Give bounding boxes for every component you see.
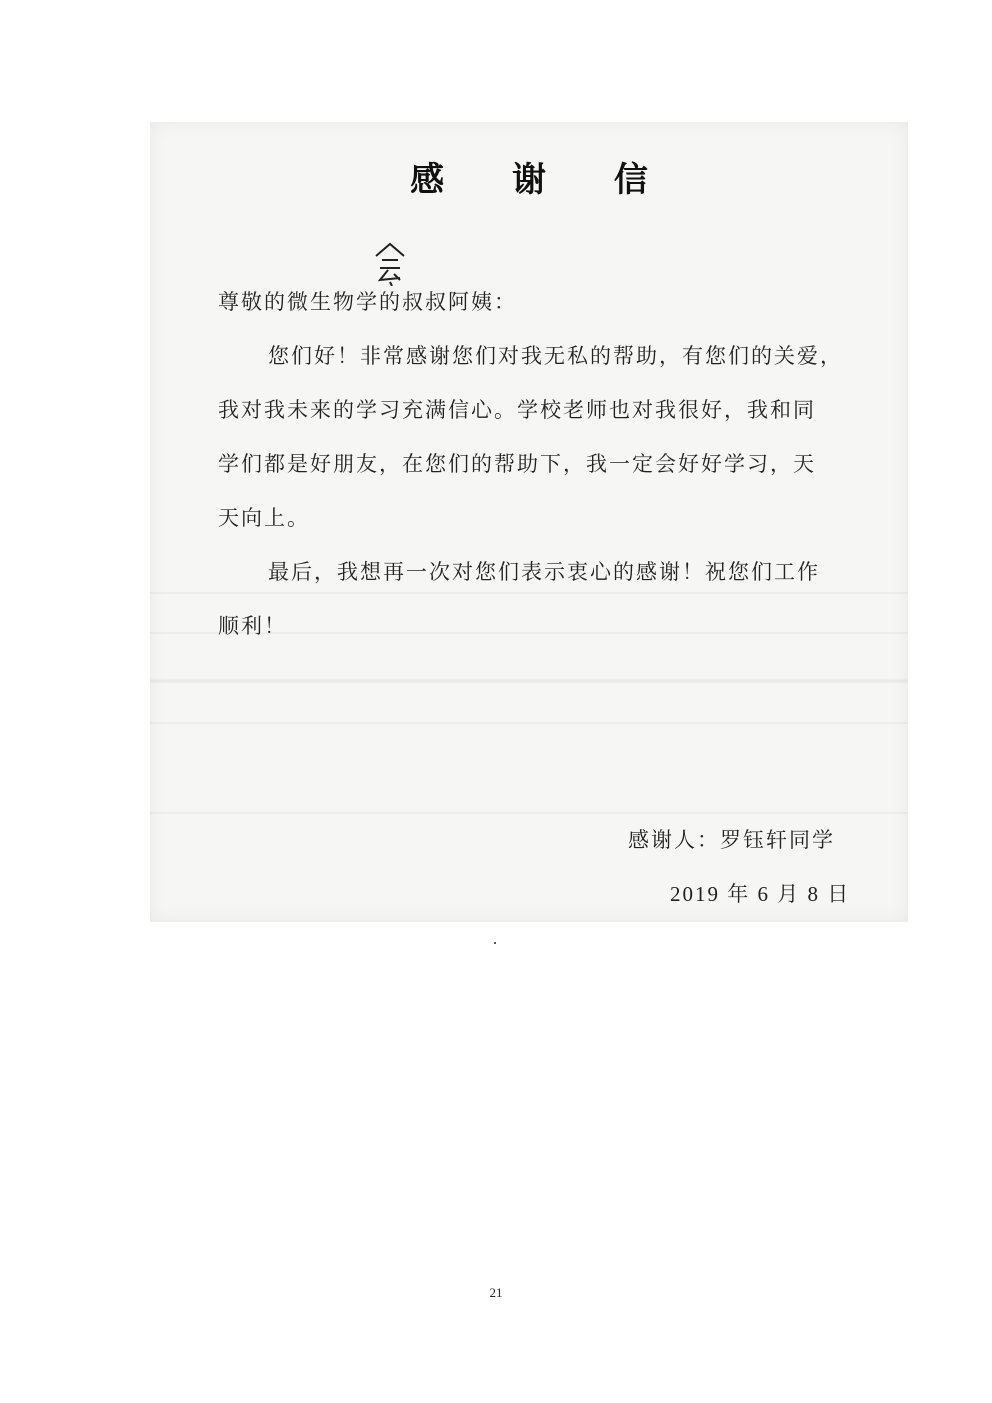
paragraph-line: 天向上。: [218, 506, 310, 530]
paragraph-line: 我对我未来的学习充满信心。学校老师也对我很好，我和同: [218, 398, 816, 422]
paragraph-line: 顺利！: [218, 614, 287, 638]
paragraph-line: 您们好！非常感谢您们对我无私的帮助，有您们的关爱，: [268, 344, 843, 368]
letter-title: 感 谢 信: [410, 160, 676, 200]
page-number: 21: [489, 1285, 503, 1300]
scanned-letter: [150, 122, 908, 922]
paper-bleed-line: [150, 812, 908, 814]
paragraph-line: 最后，我想再一次对您们表示衷心的感谢！祝您们工作: [268, 560, 820, 584]
letter-date: 2019 年 6 月 8 日: [670, 882, 851, 906]
scan-artifact-dot: [494, 942, 496, 944]
signature: 感谢人：罗钰轩同学: [628, 828, 835, 852]
salutation: 尊敬的微生物学的叔叔阿姨：: [218, 290, 517, 314]
paper-bleed-line: [150, 722, 908, 724]
paper-bleed-line: [150, 592, 908, 594]
paragraph-line: 学们都是好朋友，在您们的帮助下，我一定会好好学习，天: [218, 452, 816, 476]
paper-fold-crease: [150, 678, 908, 684]
handwritten-insertion-mark: [372, 242, 408, 286]
